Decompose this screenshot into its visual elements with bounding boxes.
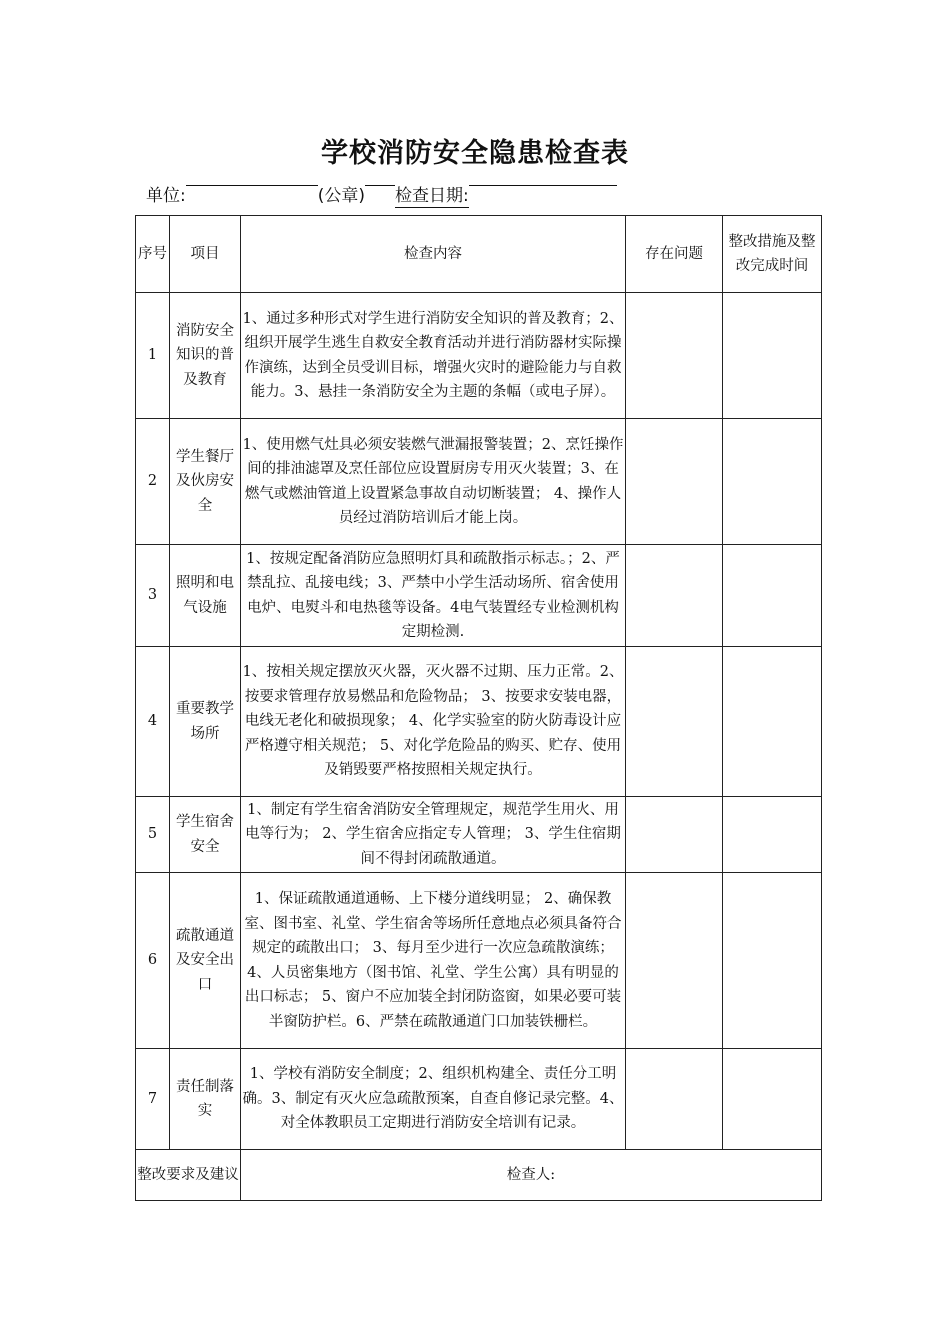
table-header-row: [136, 216, 822, 293]
date-label: 检查日期:: [395, 186, 469, 206]
row-content: 1、使用燃气灶具必须安装燃气泄漏报警装置；2、烹饪操作间的排油滤罩及烹任部位应设置厨房专用灭火装置；3、在燃气或燃油管道上设置紧急事故自动切断装置； 4、操作人员经过消防培训后才能上岗。: [241, 419, 626, 545]
table-row: [136, 647, 822, 797]
row-problems-cell[interactable]: [626, 647, 723, 797]
row-content: 1、学校有消防安全制度；2、组织机构建全、责任分工明确。3、制定有灭火应急疏散预案，自查自修记录完整。4、对全体教职员工定期进行消防安全培训有记录。: [241, 1049, 626, 1150]
row-measures-cell[interactable]: [723, 293, 822, 419]
row-seq: 7: [136, 1049, 170, 1150]
page-title: 学校消防安全隐患检查表: [321, 138, 629, 169]
footer-inspector-cell[interactable]: [241, 1150, 822, 1201]
table-row: [136, 1049, 822, 1150]
table-footer-row: [136, 1150, 822, 1201]
footer-label: 整改要求及建议: [136, 1150, 241, 1201]
unit-blank: [186, 185, 318, 186]
row-seq: 5: [136, 797, 170, 873]
header-problems: 存在问题: [626, 216, 723, 293]
table-row: [136, 545, 822, 647]
row-item: 照明和电气设施: [170, 545, 241, 647]
row-problems-cell[interactable]: [626, 873, 723, 1049]
row-measures-cell[interactable]: [723, 419, 822, 545]
table-row: [136, 419, 822, 545]
inspector-label: 检查人:: [506, 1166, 556, 1183]
row-item: 疏散通道及安全出口: [170, 873, 241, 1049]
row-item: 责任制落实: [170, 1049, 241, 1150]
row-seq: 1: [136, 293, 170, 419]
inspection-table: [135, 215, 822, 1201]
row-seq: 2: [136, 419, 170, 545]
row-measures-cell[interactable]: [723, 545, 822, 647]
header-item: 项目: [170, 216, 241, 293]
row-measures-cell[interactable]: [723, 797, 822, 873]
header-seq: 序号: [136, 216, 170, 293]
seal-label: (公章): [317, 186, 365, 206]
header-measures: 整改措施及整改完成时间: [723, 216, 822, 293]
unit-label: 单位:: [146, 186, 186, 206]
table-row: [136, 293, 822, 419]
header-content: 检查内容: [241, 216, 626, 293]
table-row: [136, 797, 822, 873]
form-meta-line: [146, 185, 617, 207]
row-item: 学生餐厅及伙房安全: [170, 419, 241, 545]
row-problems-cell[interactable]: [626, 1049, 723, 1150]
row-seq: 3: [136, 545, 170, 647]
row-problems-cell[interactable]: [626, 545, 723, 647]
row-seq: 4: [136, 647, 170, 797]
row-seq: 6: [136, 873, 170, 1049]
row-content: 1、按相关规定摆放灭火器，灭火器不过期、压力正常。2、按要求管理存放易燃品和危险物品； 3、按要求安装电器，电线无老化和破损现象； 4、化学实验室的防火防毒设计应严格遵守相关规范； 5、对化学危险品的购买、贮存、使用及销毁要严格按照相关规定执行。: [241, 647, 626, 797]
row-content: 1、保证疏散通道通畅、上下楼分道线明显； 2、确保教室、图书室、礼堂、学生宿舍等场所任意地点必须具备符合规定的疏散出口； 3、每月至少进行一次应急疏散演练； 4、人员密集地方（图书馆、礼堂、学生公寓）具有明显的出口标志； 5、窗户不应加装全封闭防盗窗，如果必要可装半窗防护栏。6、严禁在疏散通道门口加装铁栅栏。: [241, 873, 626, 1049]
row-problems-cell[interactable]: [626, 797, 723, 873]
row-content: 1、通过多种形式对学生进行消防安全知识的普及教育；2、组织开展学生逃生自救安全教育活动并进行消防器材实际操作演练，达到全员受训目标，增强火灾时的避险能力与自救能力。3、悬挂一条消防安全为主题的条幅（或电子屏）。: [241, 293, 626, 419]
row-item: 重要教学场所: [170, 647, 241, 797]
row-measures-cell[interactable]: [723, 1049, 822, 1150]
row-measures-cell[interactable]: [723, 873, 822, 1049]
row-problems-cell[interactable]: [626, 293, 723, 419]
table-row: [136, 873, 822, 1049]
seal-gap-line: [365, 185, 395, 186]
row-item: 学生宿舍安全: [170, 797, 241, 873]
row-content: 1、制定有学生宿舍消防安全管理规定，规范学生用火、用电等行为； 2、学生宿舍应指定专人管理； 3、学生住宿期间不得封闭疏散通道。: [241, 797, 626, 873]
row-item: 消防安全知识的普及教育: [170, 293, 241, 419]
row-content: 1、按规定配备消防应急照明灯具和疏散指示标志。；2、严禁乱拉、乱接电线；3、严禁中小学生活动场所、宿舍使用电炉、电熨斗和电热毯等设备。4电气装置经专业检测机构定期检测.: [241, 545, 626, 647]
date-blank: [469, 185, 617, 186]
row-problems-cell[interactable]: [626, 419, 723, 545]
row-measures-cell[interactable]: [723, 647, 822, 797]
